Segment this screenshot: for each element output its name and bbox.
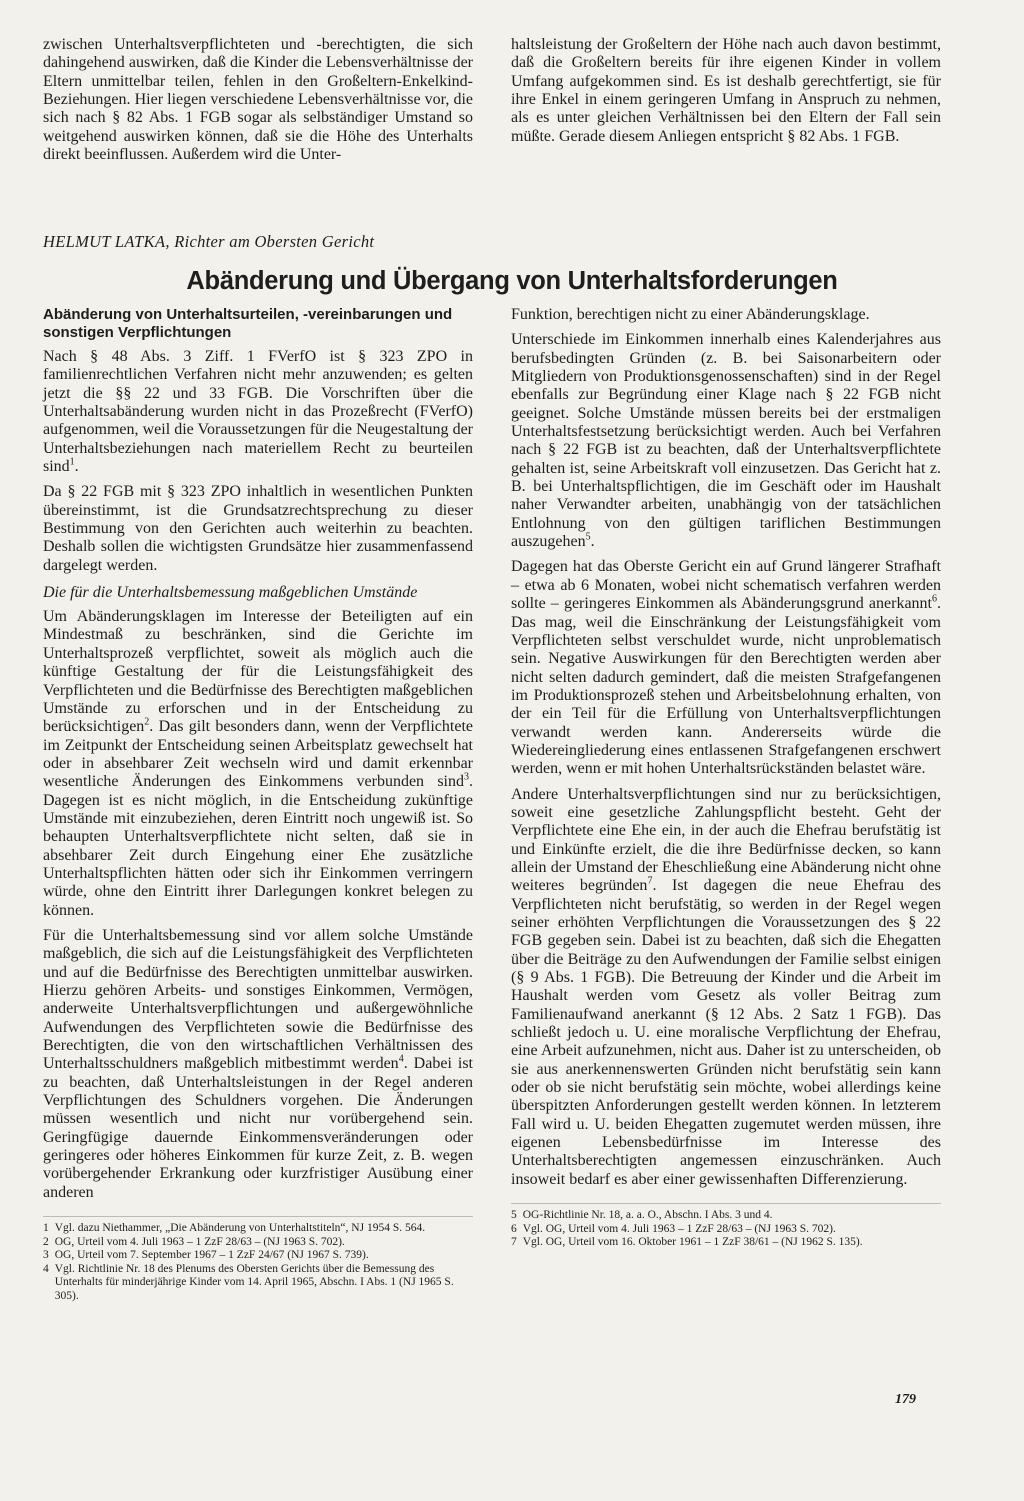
top-left-paragraph: zwischen Unterhaltsverpflichteten und -berechtigten, die sich dahingehend auswirken, daß die Kinder die Lebensverhältnisse der Eltern unmittelbar teilen, fehlen in den Großeltern-Enkelkind-Beziehungen. Hier liegen verschiedene Lebensverhältnisse vor, die sich nach § 82 Abs. 1 FGB sogar als selbständiger Umstand so weitgehend auswirken können, daß sie die Höhe des Unterhalts direkt beeinflussen. Außerdem wird die Unter- — [43, 36, 473, 164]
top-right-column — [511, 36, 941, 146]
article-title: Abänderung und Übergang von Unterhaltsforderungen — [186, 267, 838, 295]
right-paragraph-3: Dagegen hat das Oberste Gericht ein auf Grund längerer Strafhaft – etwa ab 6 Monaten, wobei nicht schematisch verfahren werden sollte – geringeres Einkommen als Abänderungsgrund anerkannt$^6$. Das mag, weil die Einschränkung der Leistungsfähigkeit vom Verpflichteten selbst verschuldet wurde, nicht unproblematisch sein. Negative Auswirkungen für den Berechtigten werden aber nicht selten dadurch gemindert, daß die meisten Strafgefangenen im Produktionsprozeß stehen und Arbeitsbelohnung erhalten, von der ein Teil für die Erfüllung von Unterhaltsverpflichtungen verwandt werden kann. Andererseits würde die Wiedereingliederung eines entlassenen Strafgefangenen erschwert werden, wenn er mit hohen Unterhaltsrückständen belastet wäre. — [511, 558, 941, 778]
footnote-item: 6 Vgl. OG, Urteil vom 4. Juli 1963 – 1 ZzF 28/63 – (NJ 1963 S. 702). — [511, 1222, 836, 1235]
left-paragraph-1: Nach § 48 Abs. 3 Ziff. 1 FVerfO ist § 323 ZPO in familienrechtlichen Verfahren nicht mehr anzuwenden; es gelten jetzt die §§ 22 und 33 FGB. Die Vorschriften über die Unterhaltsabänderung wurden nicht in das Prozeßrecht (FVerfO) aufgenommen, weil die Voraussetzungen für die Neugestaltung der Unterhaltsbeziehungen nach materiellem Recht zu beurteilen sind$^1$. — [43, 348, 473, 476]
author-line: HELMUT LATKA, Richter am Obersten Gericht — [43, 232, 375, 251]
left-footnotes — [43, 1216, 473, 1303]
left-paragraph-2: Da § 22 FGB mit § 323 ZPO inhaltlich in wesentlichen Punkten übereinstimmt, ist die Grundsatzrechtsprechung zu dieser Bestimmung von den Gerichten auch weiterhin zu beachten. Deshalb sollen die wichtigsten Grundsätze hier zusammenfassend dargelegt werden. — [43, 483, 473, 574]
section-heading-2: Die für die Unterhaltsbemessung maßgeblichen Umstände — [43, 584, 418, 602]
page-number: 179 — [895, 1392, 916, 1407]
footnote-item: 1 Vgl. dazu Niethammer, „Die Abänderung von Unterhaltstiteln“, NJ 1954 S. 564. — [43, 1222, 426, 1235]
footnote-item: 2 OG, Urteil vom 4. Juli 1963 – 1 ZzF 28/63 – (NJ 1963 S. 702). — [43, 1235, 345, 1248]
right-footnotes — [511, 1203, 941, 1250]
top-left-column — [43, 36, 473, 164]
right-paragraph-2: Unterschiede im Einkommen innerhalb eines Kalenderjahres aus berufsbedingten Gründen (z. B. bei Saisonarbeitern oder Mitgliedern von Produktionsgenossenschaften) sind in der Regel ebenfalls zur Begründung einer Klage nach § 22 FGB nicht geeignet. Solche Umstände müssen bereits bei der erstmaligen Unterhaltsfestsetzung berücksichtigt werden. Auch bei Verfahren nach § 22 FGB ist zu beachten, daß der Unterhaltsverpflichtete gehalten ist, seine Arbeitskraft voll einzusetzen. Das Gericht hat z. B. bei Unterhaltspflichtigen, die im Geschäft oder im Haushalt naher Verwandter arbeiten, unabhängig von der tatsächlichen Entlohnung von den gültigen tariflichen Bestimmungen auszugehen$^5$. — [511, 331, 941, 551]
left-column — [43, 306, 473, 1303]
footnote-item: 4 Vgl. Richtlinie Nr. 18 des Plenums des Obersten Gerichts über die Bemessung des Unterhalts für minderjährige Kinder vom 14. April 1965, Abschn. I Abs. 1 (NJ 1965 S. 305). — [43, 1262, 454, 1302]
left-paragraph-3: Um Abänderungsklagen im Interesse der Beteiligten auf ein Mindestmaß zu beschränken, sind die Gerichte im Unterhaltsprozeß verpflichtet, soweit als möglich auch die künftige Gestaltung der für die Leistungsfähigkeit des Verpflichteten und die Bedürfnisse des Berechtigten maßgeblichen Umstände zu erforschen und in der Entscheidung zu berücksichtigen$^2$. Das gilt besonders dann, wenn der Verpflichtete im Zeitpunkt der Entscheidung seinen Arbeitsplatz gewechselt hat oder in absehbarer Zeit wechseln wird und damit erkennbar wesentliche Änderungen des Einkommens verbunden sind$^3$. Dagegen ist es nicht möglich, in die Entscheidung zukünftige Umstände mit einzubeziehen, deren Eintritt noch ungewiß ist. So behaupten Unterhaltsverpflichtete nicht selten, daß sie in absehbarer Zeit durch Eingehung einer Ehe zusätzliche Unterhaltspflichten hätten oder sich ihr Einkommen verringern würde, ohne den Eintritt ihrer Darlegungen konkret belegen zu können. — [43, 608, 473, 919]
section-heading-1: Abänderung von Unterhaltsurteilen, -vereinbarungen und sonstigen Verpflichtungen — [43, 306, 453, 341]
right-column — [511, 306, 941, 1250]
footnote-item: 7 Vgl. OG, Urteil vom 16. Oktober 1961 – 1 ZzF 38/61 – (NJ 1962 S. 135). — [511, 1236, 863, 1249]
top-right-paragraph: haltsleistung der Großeltern der Höhe nach auch davon bestimmt, daß die Großeltern bereits für ihre eigenen Kinder in vollem Umfang aufgekommen sind. Es ist deshalb gerechtfertigt, sie für ihre Enkel in einem geringeren Umfang in Anspruch zu nehmen, als es unter gleichen Verhältnissen bei den Eltern der Fall sein müßte. Gerade diesem Anliegen entspricht § 82 Abs. 1 FGB. — [511, 36, 941, 145]
right-paragraph-1: Funktion, berechtigen nicht zu einer Abänderungsklage. — [511, 306, 870, 323]
right-paragraph-4: Andere Unterhaltsverpflichtungen sind nur zu berücksichtigen, soweit eine gesetzliche Zahlungspflicht besteht. Geht der Verpflichtete eine Ehe ein, in der auch die Ehefrau berufstätig ist und Einkünfte erzielt, die die ihre Bedürfnisse decken, so kann allein der Umstand der Eheschließung eine Abänderung nicht ohne weiteres begründen$^7$. Ist dagegen die neue Ehefrau des Verpflichteten nicht berufstätig, so werden in der Regel wegen seiner erhöhten Verpflichtungen die Voraussetzungen des § 22 FGB gegeben sein. Dabei ist zu beachten, daß sich die Ehegatten über die Beiträge zu den Aufwendungen der Familie selbst einigen (§ 9 Abs. 1 FGB). Die Betreuung der Kinder und die Arbeit im Haushalt werden vom Gesetz als voller Beitrag zum Familienaufwand anerkannt (§ 12 Abs. 2 Satz 1 FGB). Das schließt jedoch u. U. eine moralische Verpflichtung der Ehefrau, eine Arbeit aufzunehmen, nicht aus. Daher ist zu unterscheiden, ob sie aus anerkennenswerten Gründen nicht berufstätig sein kann oder ob sie nicht berufstätig sein möchte, wobei allerdings keine überspitzten Anforderungen gestellt werden können. In letzterem Fall wird u. U. beiden Ehegatten zugemutet werden müssen, ihre eigenen Lebensbedürfnisse im Interesse des Unterhaltsberechtigten angemessen einzuschränken. Auch insoweit bedarf es aber einer gewissenhaften Differenzierung. — [511, 785, 942, 1188]
left-paragraph-4: Für die Unterhaltsbemessung sind vor allem solche Umstände maßgeblich, die sich auf die Leistungsfähigkeit des Verpflichteten und auf die Bedürfnisse des Berechtigten unmittelbar auswirken. Hierzu gehören Arbeits- und sonstiges Einkommen, Vermögen, anderweite Unterhaltsverpflichtungen und außergewöhnliche Aufwendungen des Verpflichteten sowie die Bedürfnisse des Berechtigten, die von den wirtschaftlichen Verhältnissen des Unterhaltsschuldners maßgeblich mitbestimmt werden$^4$. Dabei ist zu beachten, daß Unterhaltsleistungen in der Regel anderen Verpflichtungen des Schuldners vorgehen. Die Änderungen müssen wesentlich und nicht nur vorübergehend sein. Geringfügige dauernde Einkommensveränderungen oder geringeres oder höheres Einkommen für kurze Zeit, z. B. wegen vorübergehender Erkrankung oder kurzfristiger Ausübung einer anderen — [43, 926, 473, 1201]
footnote-item: 3 OG, Urteil vom 7. September 1967 – 1 ZzF 24/67 (NJ 1967 S. 739). — [43, 1249, 369, 1262]
footnote-item: 5 OG-Richtlinie Nr. 18, a. a. O., Abschn. I Abs. 3 und 4. — [511, 1209, 773, 1222]
